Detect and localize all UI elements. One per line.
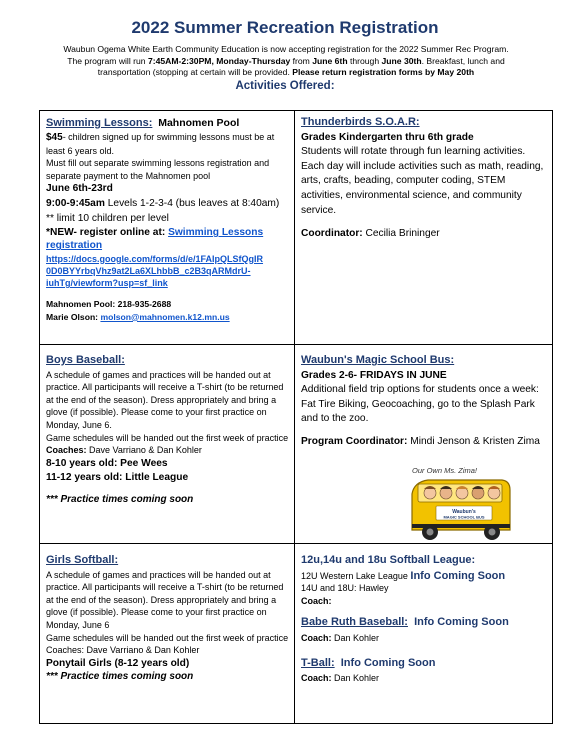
swimming-cell bbox=[46, 116, 288, 323]
intro-line-2: The program will run 7:45AM-2:30PM, Monday-Thursday from June 6th through June 30th. Breakfast, lunch and bbox=[67, 55, 505, 66]
swimming-url[interactable]: https://docs.google.com/forms/d/e/1FAIpQLSfQgIR 0D0BYYrbqVhz9at2La6XLhbbB_c2B3qARMdrU- iuhTg/viewform?usp=sf_link bbox=[46, 253, 264, 288]
thunderbirds-coordinator: Coordinator: Cecilia Brininger bbox=[301, 228, 440, 240]
baseball-cell bbox=[46, 354, 290, 507]
swimming-contact-email[interactable]: molson@mahnomen.k12.mn.us bbox=[100, 311, 230, 322]
table-divider-vertical bbox=[294, 110, 295, 724]
baseball-practice-note: *** Practice times coming soon bbox=[46, 493, 194, 505]
magic-bus-grades: Grades 2-6- FRIDAYS IN JUNE bbox=[301, 369, 447, 381]
intro-line-1: Waubun Ogema White Earth Community Education is now accepting registration for the 2022 Summer Rec Program. bbox=[63, 44, 509, 54]
page-title: 2022 Summer Recreation Registration bbox=[131, 18, 439, 37]
softball-league-heading: 12u,14u and 18u Softball League: bbox=[301, 554, 476, 566]
thunderbirds-heading: Thunderbirds S.O.A.R: bbox=[301, 116, 420, 128]
softball-description: A schedule of games and practices will be handed out at practice. All participants will receive a T-shirt (to be returned at the end of the season). Dress appropriately and bring a glove (if possible). Please come to your first practice on Monday, June 6 bbox=[46, 569, 284, 630]
magic-bus-coordinator: Program Coordinator: Mindi Jenson & Kristen Zima bbox=[301, 435, 540, 447]
baseball-heading: Boys Baseball: bbox=[46, 354, 125, 366]
softball-group: Ponytail Girls (8-12 years old) bbox=[46, 657, 190, 669]
baseball-description: A schedule of games and practices will be handed out at practice. All participants will receive a T-shirt (to be returned at the end of the season). Dress appropriately and bring a glove (if possible). Please come to your first practice on Monday, June 6. bbox=[46, 369, 284, 430]
softball-league-coach: Coach: bbox=[301, 595, 332, 606]
babe-ruth-heading: Babe Ruth Baseball: Info Coming Soon bbox=[301, 616, 509, 629]
intro-text bbox=[26, 44, 546, 79]
swimming-dates: June 6th-23rd bbox=[46, 183, 113, 195]
magic-bus-description: Additional field trip options for students once a week: Fat Tire Biking, Geocoaching, go to the Splash Park and to the zoo. bbox=[301, 384, 539, 425]
svg-text:Waubun's: Waubun's bbox=[452, 509, 476, 515]
leagues-cell bbox=[301, 554, 547, 685]
activities-heading: Activities Offered: bbox=[235, 80, 335, 92]
tball-coach: Coach: Dan Kohler bbox=[301, 673, 380, 684]
svg-text:MAGIC SCHOOL BUS: MAGIC SCHOOL BUS bbox=[443, 514, 485, 520]
thunderbirds-cell bbox=[301, 116, 547, 242]
softball-schedule: Game schedules will be handed out the first week of practice bbox=[46, 632, 289, 643]
baseball-schedule: Game schedules will be handed out the first week of practice bbox=[46, 432, 289, 443]
swimming-contact: Marie Olson: molson@mahnomen.k12.mn.us bbox=[46, 311, 230, 322]
school-bus-illustration bbox=[406, 464, 516, 548]
softball-coaches: Coaches: Dave Varriano & Dan Kohler bbox=[46, 645, 200, 656]
thunderbirds-grades: Grades Kindergarten thru 6th grade bbox=[301, 131, 474, 143]
bus-caption: Our Own Ms. Zima! bbox=[412, 466, 478, 475]
babe-ruth-coach: Coach: Dan Kohler bbox=[301, 632, 380, 643]
softball-league-14u-18u: 14U and 18U: Hawley bbox=[301, 583, 389, 594]
swimming-pool-phone: Mahnomen Pool: 218-935-2688 bbox=[46, 299, 172, 310]
swimming-heading: Swimming Lessons: bbox=[46, 117, 153, 129]
softball-league-12u: 12U Western Lake League Info Coming Soon bbox=[301, 569, 506, 582]
swimming-location: Mahnomen Pool bbox=[158, 117, 240, 129]
baseball-group-pee-wees: 8-10 years old: Pee Wees bbox=[46, 457, 168, 469]
intro-line-3: transportation (stopping at certain will be provided. Please return registration forms by May 20th bbox=[97, 67, 475, 78]
baseball-group-little-league: 11-12 years old: Little League bbox=[46, 472, 189, 484]
magic-bus-cell bbox=[301, 354, 547, 450]
thunderbirds-description: Students will rotate through fun learning activities. Each day will include activities such as math, reading, arts, crafts, beading, computer coding, STEM activities, environmental science, and community service. bbox=[301, 146, 544, 216]
magic-bus-heading: Waubun's Magic School Bus: bbox=[301, 354, 455, 366]
swimming-time: 9:00-9:45am Levels 1-2-3-4 (bus leaves at 8:40am) ** limit 10 children per level bbox=[46, 197, 280, 224]
baseball-coaches: Coaches: Dave Varriano & Dan Kohler bbox=[46, 445, 202, 456]
table-divider-row-1 bbox=[39, 344, 553, 345]
swimming-register: *NEW- register online at: Swimming Lessons registration bbox=[46, 227, 264, 252]
swimming-registration-link[interactable]: Swimming Lessons registration bbox=[46, 227, 264, 252]
softball-heading: Girls Softball: bbox=[46, 554, 119, 566]
swimming-price: $45- children signed up for swimming lessons must be at least 6 years old. bbox=[46, 132, 275, 156]
tball-heading: T-Ball: Info Coming Soon bbox=[301, 656, 436, 669]
softball-cell bbox=[46, 554, 290, 684]
swimming-note: Must fill out separate swimming lessons registration and separate payment to the Mahnomen pool bbox=[46, 158, 270, 181]
softball-practice-note: *** Practice times coming soon bbox=[46, 671, 194, 683]
